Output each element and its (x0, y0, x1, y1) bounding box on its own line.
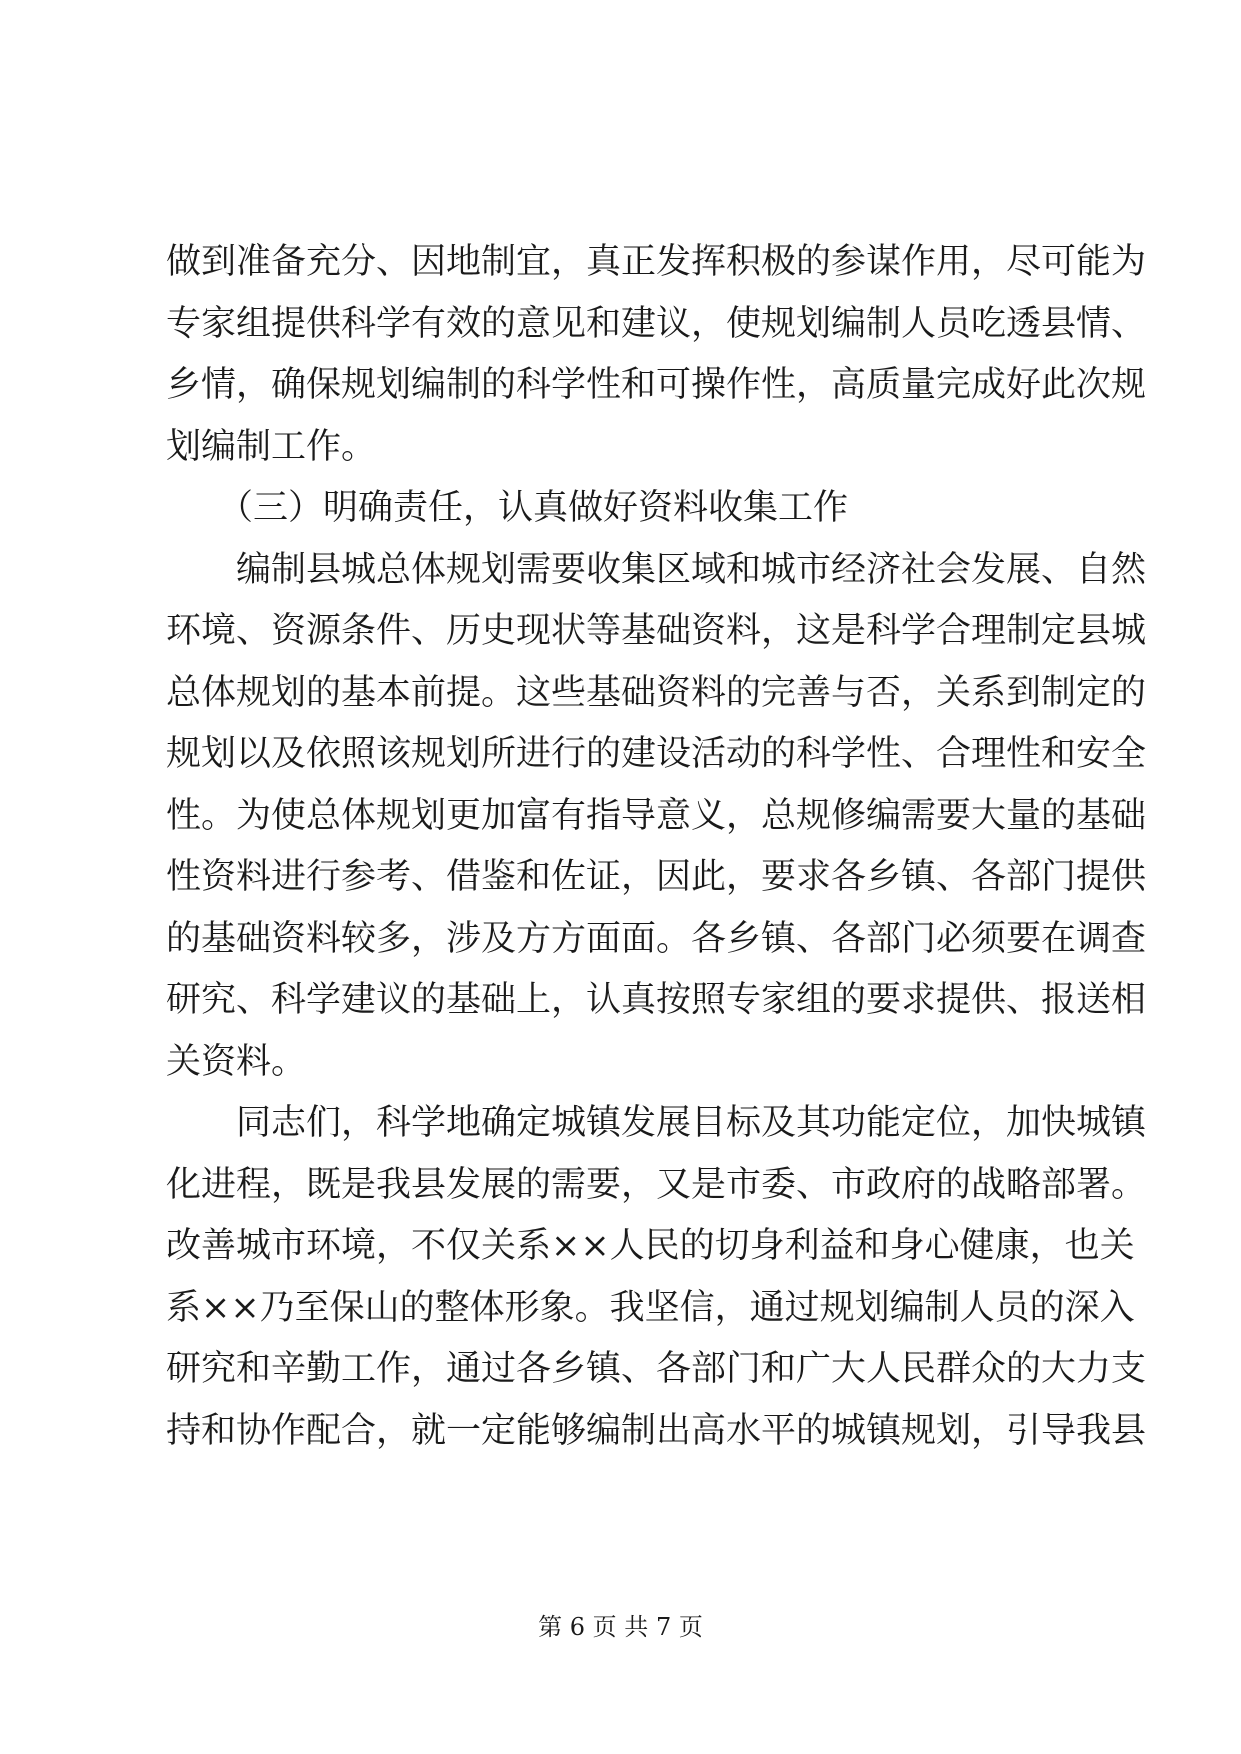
text-line: 改善城市环境，不仅关系××人民的切身利益和身心健康，也关 (166, 1226, 1135, 1266)
text-line: 总体规划的基本前提。这些基础资料的完善与否，关系到制定的 (166, 672, 1147, 713)
text-line: 关资料。 (166, 1041, 307, 1082)
text-line: 研究、科学建议的基础上，认真按照专家组的要求提供、报送相 (166, 980, 1147, 1020)
text-line: 编制县城总体规划需要收集区域和城市经济社会发展、自然 (236, 549, 1147, 590)
text-line: 同志们，科学地确定城镇发展目标及其功能定位，加快城镇 (236, 1103, 1147, 1143)
text-line: 环境、资源条件、历史现状等基础资料，这是科学合理制定县城 (166, 611, 1147, 651)
text-line: 研究和辛勤工作，通过各乡镇、各部门和广大人民群众的大力支 (166, 1349, 1147, 1389)
text-line: 划编制工作。 (166, 426, 377, 467)
page-number: 第 6 页 共 7 页 (538, 1613, 703, 1641)
text-line: 做到准备充分、因地制宜，真正发挥积极的参谋作用，尽可能为 (166, 242, 1147, 282)
text-line: 化进程，既是我县发展的需要，又是市委、市政府的战略部署。 (166, 1164, 1147, 1205)
text-line: 性。为使总体规划更加富有指导意义，总规修编需要大量的基础 (166, 795, 1147, 836)
body-text (166, 232, 1147, 1462)
text-line: 系××乃至保山的整体形象。我坚信，通过规划编制人员的深入 (166, 1287, 1135, 1328)
text-line: 专家组提供科学有效的意见和建议，使规划编制人员吃透县情、 (166, 303, 1147, 344)
text-line: 的基础资料较多，涉及方方面面。各乡镇、各部门必须要在调查 (166, 918, 1147, 959)
text-line: 乡情，确保规划编制的科学性和可操作性，高质量完成好此次规 (166, 365, 1147, 405)
text-line: 规划以及依照该规划所进行的建设活动的科学性、合理性和安全 (166, 734, 1147, 774)
text-line: 性资料进行参考、借鉴和佐证，因此，要求各乡镇、各部门提供 (166, 857, 1147, 897)
section-heading: （三）明确责任，认真做好资料收集工作 (218, 488, 849, 528)
text-line: 持和协作配合，就一定能够编制出高水平的城镇规划，引导我县 (166, 1410, 1147, 1451)
